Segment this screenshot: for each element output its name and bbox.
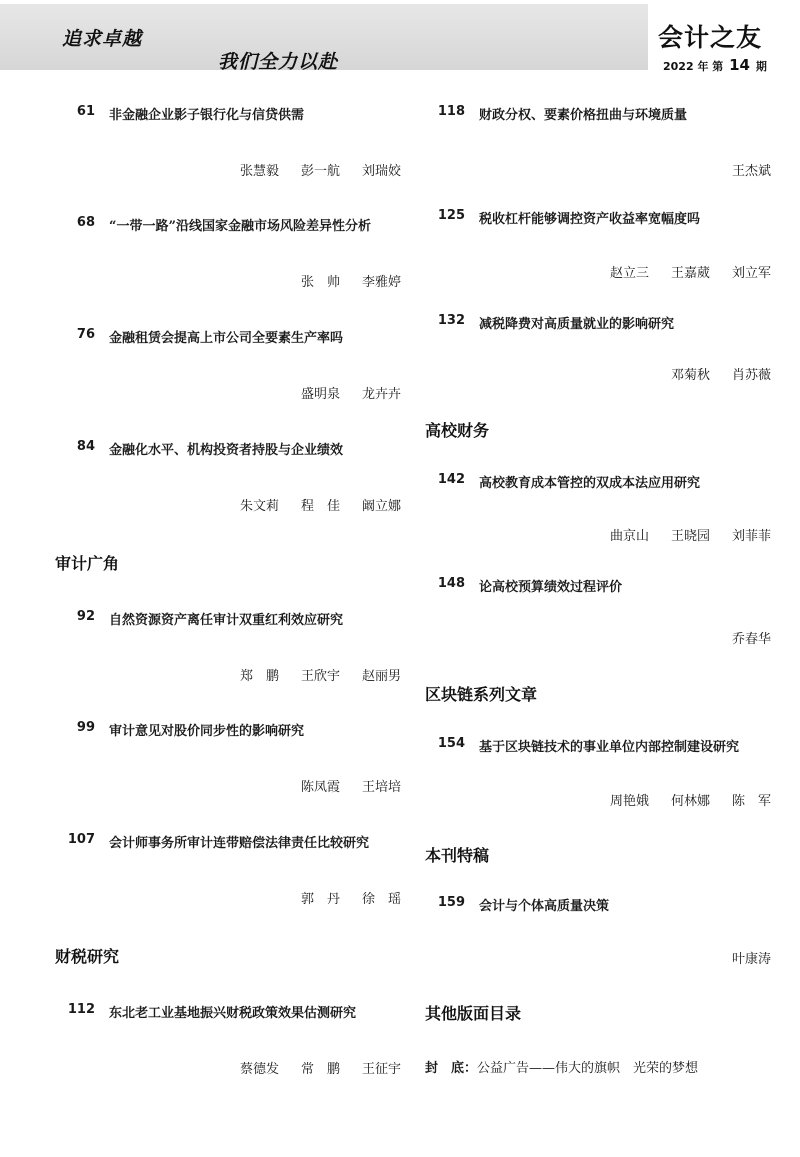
toc-article-title: 审计意见对股价同步性的影响研究 xyxy=(109,724,305,739)
toc-authors xyxy=(732,628,771,647)
author: 乔春华 xyxy=(731,632,771,647)
section-heading-tax: 财税研究 xyxy=(55,947,120,966)
author: 张慧毅 xyxy=(239,164,279,179)
author: 郑 鹏 xyxy=(239,669,279,684)
slogan-banner xyxy=(0,4,648,73)
author: 赵丽男 xyxy=(361,669,401,684)
toc-article-title: 税收杠杆能够调控资产收益率宽幅度吗 xyxy=(479,212,701,227)
issue-year: 2022 年 第 xyxy=(663,60,724,73)
toc-entry[interactable] xyxy=(55,609,405,689)
toc-article-title: 财政分权、要素价格扭曲与环境质量 xyxy=(479,108,688,123)
author: 张 帅 xyxy=(300,275,340,290)
toc-entry[interactable] xyxy=(55,1002,405,1082)
toc-entry[interactable] xyxy=(55,720,405,800)
author: 李雅婷 xyxy=(361,275,401,290)
toc-entry[interactable] xyxy=(55,327,405,407)
toc-page-number: 148 xyxy=(437,576,465,591)
author: 朱文莉 xyxy=(239,499,279,514)
toc-authors xyxy=(732,160,771,179)
author: 周艳娥 xyxy=(609,794,649,809)
author: 刘瑞姣 xyxy=(361,164,401,179)
author: 王杰斌 xyxy=(731,164,771,179)
toc-page-number: 112 xyxy=(67,1002,95,1017)
issue-number: 14 xyxy=(729,56,750,74)
author: 陈 军 xyxy=(731,794,771,809)
toc-entry[interactable] xyxy=(425,313,775,393)
toc-page-number: 132 xyxy=(437,313,465,328)
toc-entry[interactable] xyxy=(425,104,775,184)
author: 王嘉葳 xyxy=(670,266,710,281)
author: 何林娜 xyxy=(670,794,710,809)
back-cover-entry[interactable] xyxy=(425,1057,698,1076)
author: 程 佳 xyxy=(300,499,340,514)
author: 刘立军 xyxy=(731,266,771,281)
toc-page-number: 107 xyxy=(67,832,95,847)
author: 常 鹏 xyxy=(300,1062,340,1077)
toc-page-number: 142 xyxy=(437,472,465,487)
author: 陈凤霞 xyxy=(300,780,340,795)
toc-authors xyxy=(301,888,401,907)
author: 赵立三 xyxy=(609,266,649,281)
section-heading-university: 高校财务 xyxy=(425,421,490,440)
author: 徐 瑶 xyxy=(361,892,401,907)
author: 阚立娜 xyxy=(361,499,401,514)
journal-name: 会计之友 xyxy=(658,23,763,52)
toc-page-number: 76 xyxy=(76,327,95,342)
toc-article-title: 东北老工业基地振兴财税政策效果估测研究 xyxy=(109,1006,357,1021)
back-cover-label: 封 底： xyxy=(425,1061,478,1076)
author: 郭 丹 xyxy=(300,892,340,907)
toc-page-number: 61 xyxy=(76,104,95,119)
back-cover-text: 公益广告——伟大的旗帜 光荣的梦想 xyxy=(477,1061,699,1076)
toc-authors xyxy=(671,364,771,383)
author: 刘菲菲 xyxy=(731,529,771,544)
toc-page-number: 68 xyxy=(76,215,95,230)
toc-article-title: 金融化水平、机构投资者持股与企业绩效 xyxy=(109,443,344,458)
toc-article-title: “一带一路”沿线国家金融市场风险差异性分析 xyxy=(109,219,371,234)
author: 王欣宇 xyxy=(300,669,340,684)
toc-authors xyxy=(610,525,771,544)
toc-entry[interactable] xyxy=(425,895,775,975)
toc-page-number: 154 xyxy=(437,736,465,751)
toc-page-number: 125 xyxy=(437,208,465,223)
toc-article-title: 会计与个体高质量决策 xyxy=(479,899,610,914)
toc-page-number: 118 xyxy=(437,104,465,119)
toc-authors xyxy=(240,1058,401,1077)
author: 王培培 xyxy=(361,780,401,795)
toc-entry[interactable] xyxy=(425,472,775,552)
section-heading-other: 其他版面目录 xyxy=(425,1004,522,1023)
toc-entry[interactable] xyxy=(425,208,775,288)
slogan-line-2: 我们全力以赴 xyxy=(218,51,339,73)
author: 叶康涛 xyxy=(731,952,771,967)
toc-authors xyxy=(240,160,401,179)
toc-article-title: 自然资源资产离任审计双重红利效应研究 xyxy=(109,613,344,628)
toc-article-title: 高校教育成本管控的双成本法应用研究 xyxy=(479,476,701,491)
slogan-line-1: 追求卓越 xyxy=(62,28,143,50)
toc-article-title: 论高校预算绩效过程评价 xyxy=(479,580,623,595)
toc-article-title: 金融租赁会提高上市公司全要素生产率吗 xyxy=(109,331,344,346)
toc-entry[interactable] xyxy=(55,439,405,519)
section-heading-blockchain: 区块链系列文章 xyxy=(425,685,538,704)
author: 盛明泉 xyxy=(300,387,340,402)
toc-article-title: 减税降费对高质量就业的影响研究 xyxy=(479,317,675,332)
toc-page-number: 159 xyxy=(437,895,465,910)
author: 曲京山 xyxy=(609,529,649,544)
toc-authors xyxy=(301,776,401,795)
author: 蔡德发 xyxy=(239,1062,279,1077)
author: 龙卉卉 xyxy=(361,387,401,402)
page-header xyxy=(0,0,800,82)
toc-authors xyxy=(732,948,771,967)
author: 肖苏薇 xyxy=(731,368,771,383)
toc-authors xyxy=(301,383,401,402)
toc-authors xyxy=(610,790,771,809)
author: 彭一航 xyxy=(300,164,340,179)
toc-authors xyxy=(240,665,401,684)
author: 王征宇 xyxy=(361,1062,401,1077)
toc-authors xyxy=(610,262,771,281)
toc-entry[interactable] xyxy=(55,104,405,184)
issue-suffix: 期 xyxy=(755,60,767,73)
toc-entry[interactable] xyxy=(55,215,405,295)
author: 王晓园 xyxy=(670,529,710,544)
section-heading-special: 本刊特稿 xyxy=(425,846,490,865)
toc-entry[interactable] xyxy=(55,832,405,912)
toc-entry[interactable] xyxy=(425,736,775,816)
toc-page-number: 99 xyxy=(76,720,95,735)
toc-article-title: 会计师事务所审计连带赔偿法律责任比较研究 xyxy=(109,836,370,851)
toc-article-title: 基于区块链技术的事业单位内部控制建设研究 xyxy=(479,740,740,755)
toc-page-number: 84 xyxy=(76,439,95,454)
toc-page-number: 92 xyxy=(76,609,95,624)
toc-article-title: 非金融企业影子银行化与信贷供需 xyxy=(109,108,305,123)
issue-info xyxy=(663,56,767,74)
author: 邓菊秋 xyxy=(670,368,710,383)
toc-authors xyxy=(301,271,401,290)
section-heading-audit: 审计广角 xyxy=(55,554,120,573)
toc-authors xyxy=(240,495,401,514)
toc-entry[interactable] xyxy=(425,576,775,656)
